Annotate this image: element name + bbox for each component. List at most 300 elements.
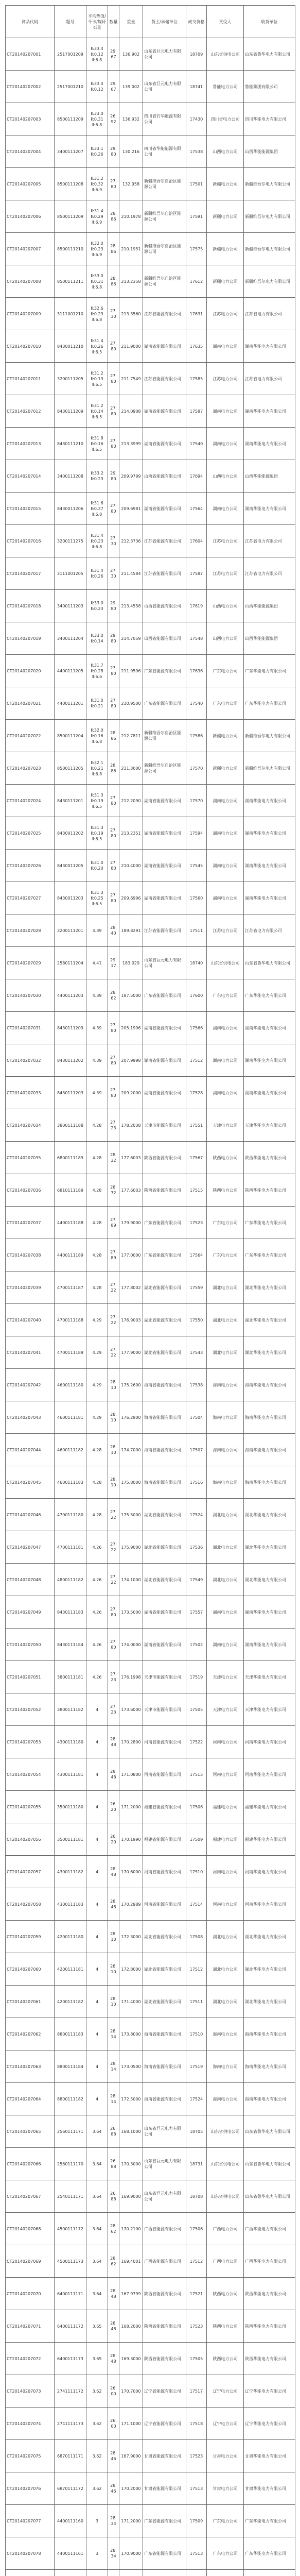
table-cell: CT20140207060 xyxy=(6,1953,55,1986)
table-cell: 新疆维吾尔电力有限公司 xyxy=(244,200,295,233)
table-cell: 湖北省能源有限公司 xyxy=(143,1921,186,1953)
table-cell: 4 xyxy=(86,1823,108,1856)
table-cell: 湖南省能源有限公司 xyxy=(143,428,186,460)
table-cell: 天津华能电力有限公司 xyxy=(244,1693,295,1726)
table-cell: CT20140207001 xyxy=(6,38,55,71)
table-row xyxy=(6,2213,295,2245)
table-row xyxy=(6,2310,295,2343)
table-cell: CT20140207002 xyxy=(6,71,55,103)
table-cell: CT20140207059 xyxy=(6,1921,55,1953)
table-cell: 213.3999 xyxy=(119,428,143,460)
table-cell: 17557 xyxy=(186,1596,207,1629)
table-cell: 湖北华能电力有限公司 xyxy=(244,1921,295,1953)
table-row xyxy=(6,2537,295,2570)
table-cell: 17567 xyxy=(186,1142,207,1174)
table-cell: 广东电力公司 xyxy=(207,687,244,720)
table-row xyxy=(6,817,295,850)
table-cell: 3.64 xyxy=(86,2148,108,2180)
table-cell: 176.2900 xyxy=(119,1401,143,1434)
table-cell: 170.3000 xyxy=(119,2148,143,2180)
table-cell: 陕西省能源有限公司 xyxy=(143,1142,186,1174)
table-cell: 17521 xyxy=(186,2278,207,2310)
table-cell: 28.40 xyxy=(108,914,119,947)
table-cell: 211.7549 xyxy=(119,363,143,395)
table-cell: 湖南电力公司 xyxy=(207,428,244,460)
table-cell: 17549 xyxy=(186,1564,207,1596)
table-cell: 广东华能电力有限公司 xyxy=(244,1239,295,1272)
table-cell: 29.80 xyxy=(108,590,119,622)
table-cell: 214.0908 xyxy=(119,395,143,428)
table-cell: 江苏省电力有限公司 xyxy=(244,298,295,330)
table-cell: 2540111171 xyxy=(55,2180,86,2213)
table-cell: 湖北华能电力有限公司 xyxy=(244,1499,295,1531)
table-cell: 山西电力公司 xyxy=(207,590,244,622)
table-cell: 3500111180 xyxy=(55,1791,86,1823)
table-cell: 8430011206 xyxy=(55,493,86,525)
table-row xyxy=(6,395,295,428)
table-cell: 177.6003 xyxy=(119,1174,143,1207)
table-row xyxy=(6,135,295,168)
table-row xyxy=(6,1596,295,1629)
table-cell: 陕西电力公司 xyxy=(207,2278,244,2310)
table-cell: 4.39 xyxy=(86,1044,108,1077)
table-row xyxy=(6,1564,295,1596)
table-cell: CT20140207042 xyxy=(6,1369,55,1401)
table-cell: 4 xyxy=(86,1758,108,1791)
table-cell: 27.22 xyxy=(108,1336,119,1369)
table-cell: 湖北华能电力有限公司 xyxy=(244,1564,295,1596)
table-cell: 136.932 xyxy=(119,103,143,135)
table-cell: 17506 xyxy=(186,2213,207,2245)
table-cell: 3400111204 xyxy=(55,622,86,655)
table-cell: 4400111189 xyxy=(55,1239,86,1272)
table-cell: 170.7000 xyxy=(119,2375,143,2408)
table-cell: CT20140207065 xyxy=(6,2115,55,2148)
table-cell: 海南华能电力有限公司 xyxy=(244,2083,295,2115)
table-cell: 17515 xyxy=(186,1174,207,1207)
table-row xyxy=(6,265,295,298)
table-cell: 福建省能源有限公司 xyxy=(143,1791,186,1823)
table-cell: 湖南华能电力有限公司 xyxy=(244,1044,295,1077)
table-cell: 6400111172 xyxy=(55,2310,86,2343)
table-cell: 广西华能电力有限公司 xyxy=(244,2213,295,2245)
table-cell: 17600 xyxy=(186,979,207,1012)
table-cell: 江苏省能源有限公司 xyxy=(143,525,186,557)
table-cell: 4.39 xyxy=(86,979,108,1012)
table-cell: 212.2090 xyxy=(119,785,143,817)
table-cell: 17513 xyxy=(186,2472,207,2505)
table-cell: 鲁能集团有限公司 xyxy=(244,71,295,103)
table-cell: 8500111209 xyxy=(55,103,86,135)
table-cell: 173.8000 xyxy=(119,2018,143,2050)
table-row xyxy=(6,1109,295,1142)
table-cell: 26.20 xyxy=(108,1791,119,1823)
table-cell: 209.9799 xyxy=(119,460,143,493)
table-cell: 江苏省电力有限公司 xyxy=(244,557,295,590)
table-cell: 河南华能电力有限公司 xyxy=(244,1888,295,1921)
table-cell: CT20140207008 xyxy=(6,265,55,298)
table-cell: 2560111171 xyxy=(55,2115,86,2148)
table-cell: 湖北省能源有限公司 xyxy=(143,1499,186,1531)
table-cell: 江苏省电力有限公司 xyxy=(244,363,295,395)
table-cell: CT20140207044 xyxy=(6,1434,55,1466)
table-cell: 28.48 xyxy=(108,2310,119,2343)
table-cell: 17636 xyxy=(186,655,207,687)
table-cell: 3200111201 xyxy=(55,914,86,947)
table-cell: 17570 xyxy=(186,752,207,785)
table-cell: 17501 xyxy=(186,168,207,200)
table-row xyxy=(6,914,295,947)
table-cell: 辽宁华能电力有限公司 xyxy=(244,2375,295,2408)
table-cell: CT20140207051 xyxy=(6,1661,55,1693)
table-cell: 4400111201 xyxy=(55,687,86,720)
table-row xyxy=(6,590,295,622)
table-cell: 湖北电力公司 xyxy=(207,1531,244,1564)
table-row xyxy=(6,1823,295,1856)
table-row xyxy=(6,493,295,525)
table-cell: 湖北华能电力有限公司 xyxy=(244,1986,295,2018)
table-cell: 4.28 xyxy=(86,1466,108,1499)
table-cell: 27.22 xyxy=(108,1531,119,1564)
table-cell: CT20140207017 xyxy=(6,557,55,590)
table-cell: 山西电力公司 xyxy=(207,460,244,493)
table-cell: 辽宁华能电力有限公司 xyxy=(244,2408,295,2440)
table-cell: 湖北华能电力有限公司 xyxy=(244,1304,295,1336)
table-cell: 27.80 xyxy=(108,850,119,882)
table-cell: 海南华能电力有限公司 xyxy=(244,1401,295,1434)
table-cell: CT20140207066 xyxy=(6,2148,55,2180)
table-row xyxy=(6,233,295,265)
table-cell: 陕西电力公司 xyxy=(207,2343,244,2375)
table-cell xyxy=(6,2570,55,2576)
table-cell: 4.29 xyxy=(86,1369,108,1401)
table-cell: 山西华能能源集团 xyxy=(244,460,295,493)
table-cell: Ⅱ:33.4 Ⅱ:0.12 Ⅱ:6.8 xyxy=(86,38,108,71)
table-cell: 26.92 xyxy=(108,103,119,135)
table-cell: 8430111209 xyxy=(55,395,86,428)
table-cell: CT20140207003 xyxy=(6,103,55,135)
table-cell: 4.29 xyxy=(86,1336,108,1369)
table-cell: 湖南省能源有限公司 xyxy=(143,882,186,914)
table-row xyxy=(6,1791,295,1823)
table-cell: 17516 xyxy=(186,1466,207,1499)
table-cell: CT20140207062 xyxy=(6,2018,55,2050)
table-row xyxy=(6,2050,295,2083)
table-cell: 湖南华能电力有限公司 xyxy=(244,1596,295,1629)
column-header: 重量 xyxy=(119,6,143,38)
table-cell: 广东华能电力有限公司 xyxy=(244,1207,295,1239)
table-cell: 湖南省能源有限公司 xyxy=(143,850,186,882)
table-cell: 海南华能电力有限公司 xyxy=(244,2018,295,2050)
table-cell: 湖北电力公司 xyxy=(207,1564,244,1596)
table-cell: 山东省供电公司 xyxy=(207,2148,244,2180)
table-row xyxy=(6,460,295,493)
table-cell: CT20140207058 xyxy=(6,1888,55,1921)
table-cell: 28.46 xyxy=(108,2440,119,2472)
table-row xyxy=(6,2083,295,2115)
table-cell: 27.80 xyxy=(108,493,119,525)
table-cell: 湖南华能电力有限公司 xyxy=(244,1012,295,1044)
table-cell: 178.2038 xyxy=(119,1109,143,1142)
table-row xyxy=(6,1921,295,1953)
table-cell: CT20140207074 xyxy=(6,2408,55,2440)
table-row xyxy=(6,785,295,817)
column-header: 成交价格 xyxy=(186,6,207,38)
table-row xyxy=(6,1401,295,1434)
table-cell: 27.80 xyxy=(108,785,119,817)
table-cell: 湖南电力公司 xyxy=(207,1012,244,1044)
table-cell: 江苏电力公司 xyxy=(207,525,244,557)
table-cell: 甘肃电力公司 xyxy=(207,2440,244,2472)
table-cell: 17604 xyxy=(186,525,207,557)
table-row xyxy=(6,71,295,103)
table-cell: 27.80 xyxy=(108,1077,119,1109)
table-cell: 27.23 xyxy=(108,1109,119,1142)
table-cell: 4500111173 xyxy=(55,2245,86,2278)
table-cell: 17528 xyxy=(186,1077,207,1109)
table-cell: 甘肃华能电力有限公司 xyxy=(244,2472,295,2505)
table-cell: 4400111188 xyxy=(55,1207,86,1239)
table-cell: 8430111183 xyxy=(55,1596,86,1629)
table-cell: 福建电力公司 xyxy=(207,1823,244,1856)
table-cell: 136.902 xyxy=(119,38,143,71)
table-cell: 山西华能能源集团 xyxy=(244,622,295,655)
table-cell: 27.80 xyxy=(108,817,119,850)
table-cell: CT20140207046 xyxy=(6,1499,55,1531)
table-cell: Ⅱ:31.8 Ⅱ:0.16 Ⅱ:6.5 xyxy=(86,428,108,460)
table-cell: 27.23 xyxy=(108,1661,119,1693)
table-cell: 3.65 xyxy=(86,2343,108,2375)
table-cell: 山东省鲁华电力有限公司 xyxy=(244,2115,295,2148)
table-cell: 3800111182 xyxy=(55,1693,86,1726)
table-cell: 29.67 xyxy=(108,38,119,71)
table-cell: 3.62 xyxy=(86,2408,108,2440)
table-row xyxy=(6,1986,295,2018)
table-cell: 168.2000 xyxy=(119,2310,143,2343)
table-cell: 新疆维吾尔电力有限公司 xyxy=(244,233,295,265)
table-cell: 4.28 xyxy=(86,1499,108,1531)
table-cell: 4700111180 xyxy=(55,1499,86,1531)
table-cell: 4.26 xyxy=(86,1564,108,1596)
table-cell: 17506 xyxy=(186,1791,207,1823)
table-cell: 18731 xyxy=(186,2148,207,2180)
column-header: 货主/承储单位 xyxy=(143,6,186,38)
table-cell: Ⅱ:31.6 Ⅱ:0.27 Ⅱ:6.8 xyxy=(86,493,108,525)
table-cell: 河南电力公司 xyxy=(207,1856,244,1888)
table-cell: 湖北电力公司 xyxy=(207,1953,244,1986)
table-cell: 211.3000 xyxy=(119,752,143,785)
table-cell: 湖北华能电力有限公司 xyxy=(244,1336,295,1369)
table-cell: 湖南华能电力有限公司 xyxy=(244,882,295,914)
table-row xyxy=(6,1466,295,1499)
table-cell: 湖南电力公司 xyxy=(207,493,244,525)
table-cell: 2517001210 xyxy=(55,71,86,103)
table-row xyxy=(6,1953,295,1986)
table-cell: 27.80 xyxy=(108,1012,119,1044)
table-cell: 28.10 xyxy=(108,1401,119,1434)
table-cell: 174.0000 xyxy=(119,1629,143,1661)
table-cell: 陕西省能源有限公司 xyxy=(143,2278,186,2310)
table-cell: 湖南电力公司 xyxy=(207,1596,244,1629)
table-cell: CT20140207007 xyxy=(6,233,55,265)
table-row xyxy=(6,850,295,882)
table-cell: 河南华能电力有限公司 xyxy=(244,1856,295,1888)
table-cell: 新疆电力公司 xyxy=(207,752,244,785)
table-cell: 陕西华能电力有限公司 xyxy=(244,2310,295,2343)
table-cell: 18708 xyxy=(186,2180,207,2213)
table-cell: 17517 xyxy=(186,2375,207,2408)
table-cell: 17524 xyxy=(186,1499,207,1531)
table-cell: 26.88 xyxy=(108,2148,119,2180)
table-cell: 海南电力公司 xyxy=(207,2083,244,2115)
table-cell: CT20140207061 xyxy=(6,1986,55,2018)
table-cell: 4.29 xyxy=(86,1401,108,1434)
table-cell: 海南电力公司 xyxy=(207,1434,244,1466)
table-cell: 8430011205 xyxy=(55,850,86,882)
table-cell: 湖北电力公司 xyxy=(207,1986,244,2018)
table-cell: 28.48 xyxy=(108,1758,119,1791)
table-cell: 湖南电力公司 xyxy=(207,882,244,914)
table-cell: 28.72 xyxy=(108,1174,119,1207)
table-row xyxy=(6,428,295,460)
table-cell: 6400111171 xyxy=(55,2278,86,2310)
table-cell: 4300111183 xyxy=(55,1888,86,1921)
table-cell: 209.6981 xyxy=(119,493,143,525)
table-cell: 6800111189 xyxy=(55,1142,86,1174)
table-cell: 213.2351 xyxy=(119,817,143,850)
table-row xyxy=(6,1888,295,1921)
table-cell: CT20140207023 xyxy=(6,752,55,785)
table-cell: 17536 xyxy=(186,1531,207,1564)
table-cell: 4300111181 xyxy=(55,1758,86,1791)
table-cell: 4600111181 xyxy=(55,1401,86,1434)
table-cell: 4600111183 xyxy=(55,1466,86,1499)
table-cell: 湖北省能源有限公司 xyxy=(143,1953,186,1986)
table-cell: 山东省巨元电力有限公司 xyxy=(143,2148,186,2180)
table-cell: 辽宁省能源有限公司 xyxy=(143,2408,186,2440)
table-cell: 四川华能电力有限公司 xyxy=(244,103,295,135)
table-cell: 170.2100 xyxy=(119,2213,143,2245)
table-cell: Ⅱ:32.6 Ⅱ:0.23 Ⅱ:6.8 xyxy=(86,298,108,330)
table-cell: 27.89 xyxy=(108,1207,119,1239)
table-row xyxy=(6,1531,295,1564)
table-row xyxy=(6,38,295,71)
table-cell: 28.10 xyxy=(108,1369,119,1401)
table-row xyxy=(6,752,295,785)
table-cell: 17509 xyxy=(186,2505,207,2537)
table-cell xyxy=(186,2570,207,2576)
table-cell: 28.14 xyxy=(108,2083,119,2115)
table-cell xyxy=(108,2570,119,2576)
table-cell: 17512 xyxy=(186,1044,207,1077)
table-row xyxy=(6,2180,295,2213)
table-cell: 新疆维吾尔自治区能源公司 xyxy=(143,752,186,785)
table-cell: 17523 xyxy=(186,2440,207,2472)
table-cell: 27.80 xyxy=(108,882,119,914)
table-cell: 26.88 xyxy=(108,2180,119,2213)
table-cell: 湖南华能电力有限公司 xyxy=(244,493,295,525)
table-cell: 海南电力公司 xyxy=(207,1401,244,1434)
table-cell: 170.2000 xyxy=(119,2472,143,2505)
table-cell: CT20140207078 xyxy=(6,2537,55,2570)
table-cell: 17570 xyxy=(186,785,207,817)
table-cell: 陕西省能源有限公司 xyxy=(143,2310,186,2343)
table-cell: 172.3000 xyxy=(119,1921,143,1953)
table-row xyxy=(6,1369,295,1401)
table-cell: CT20140207064 xyxy=(6,2083,55,2115)
table-cell: 177.9000 xyxy=(119,1336,143,1369)
table-cell: Ⅱ:31.2 Ⅱ:0.32 Ⅱ:6.9 xyxy=(86,168,108,200)
table-cell: 213.3560 xyxy=(119,298,143,330)
table-cell: 4.26 xyxy=(86,1661,108,1693)
table-cell: 海南华能电力有限公司 xyxy=(244,1466,295,1499)
table-cell: 天津电力公司 xyxy=(207,1109,244,1142)
table-cell: 17587 xyxy=(186,395,207,428)
table-cell: 广东省能源有限公司 xyxy=(143,979,186,1012)
table-cell: 4.28 xyxy=(86,1239,108,1272)
table-cell: CT20140207035 xyxy=(6,1142,55,1174)
table-cell: Ⅱ:31.0 Ⅱ:0.21 xyxy=(86,687,108,720)
table-cell: 3.62 xyxy=(86,2472,108,2505)
table-row xyxy=(6,2375,295,2408)
table-cell: 17538 xyxy=(186,135,207,168)
table-cell: 29.80 xyxy=(108,135,119,168)
table-cell: 174.7000 xyxy=(119,1434,143,1466)
table-cell: 8430111203 xyxy=(55,1077,86,1109)
table-cell: 17511 xyxy=(186,914,207,947)
table-cell: 山东省供电公司 xyxy=(207,2115,244,2148)
table-cell: 3 xyxy=(86,2537,108,2570)
table-cell: 17510 xyxy=(186,1856,207,1888)
table-cell: 174.1000 xyxy=(119,1564,143,1596)
table-cell: 江苏省能源有限公司 xyxy=(143,557,186,590)
table-cell: Ⅱ:31.7 Ⅱ:0.28 Ⅱ:6.6 xyxy=(86,655,108,687)
table-cell: 湖南华能电力有限公司 xyxy=(244,428,295,460)
table-cell: 28.10 xyxy=(108,1953,119,1986)
table-row xyxy=(6,1434,295,1466)
table-cell: 河南省能源有限公司 xyxy=(143,1856,186,1888)
table-cell: 湖南电力公司 xyxy=(207,330,244,363)
table-cell: 广东电力公司 xyxy=(207,2537,244,2570)
table-cell: 3 xyxy=(86,2505,108,2537)
table-cell: CT20140207055 xyxy=(6,1791,55,1823)
table-cell: 29.80 xyxy=(108,460,119,493)
table-row xyxy=(6,882,295,914)
table-cell: Ⅱ:32.0 Ⅱ:0.23 Ⅱ:6.9 xyxy=(86,233,108,265)
table-cell: 17564 xyxy=(186,1239,207,1272)
table-cell: 177.8002 xyxy=(119,1272,143,1304)
table-cell: 江苏电力公司 xyxy=(207,298,244,330)
table-cell: 湖南华能电力有限公司 xyxy=(244,785,295,817)
table-cell: 28.14 xyxy=(108,2018,119,2050)
table-cell: 海南省能源有限公司 xyxy=(143,1434,186,1466)
table-cell: 福建电力公司 xyxy=(207,1791,244,1823)
table-cell: 河南省能源有限公司 xyxy=(143,1758,186,1791)
table-cell: 17540 xyxy=(186,428,207,460)
table-cell: CT20140207028 xyxy=(6,914,55,947)
table-cell: CT20140207015 xyxy=(6,493,55,525)
table-cell: 28.86 xyxy=(108,752,119,785)
table-cell: 210.1978 xyxy=(119,200,143,233)
table-cell: 海南省能源有限公司 xyxy=(143,2050,186,2083)
table-cell: 广西电力公司 xyxy=(207,2213,244,2245)
table-cell: 17512 xyxy=(186,2245,207,2278)
table-cell: 27.80 xyxy=(108,363,119,395)
table-cell: 广西华能电力有限公司 xyxy=(244,2245,295,2278)
table-cell: 17514 xyxy=(186,1888,207,1921)
table-cell: 29.67 xyxy=(108,71,119,103)
table-row xyxy=(6,2570,295,2576)
